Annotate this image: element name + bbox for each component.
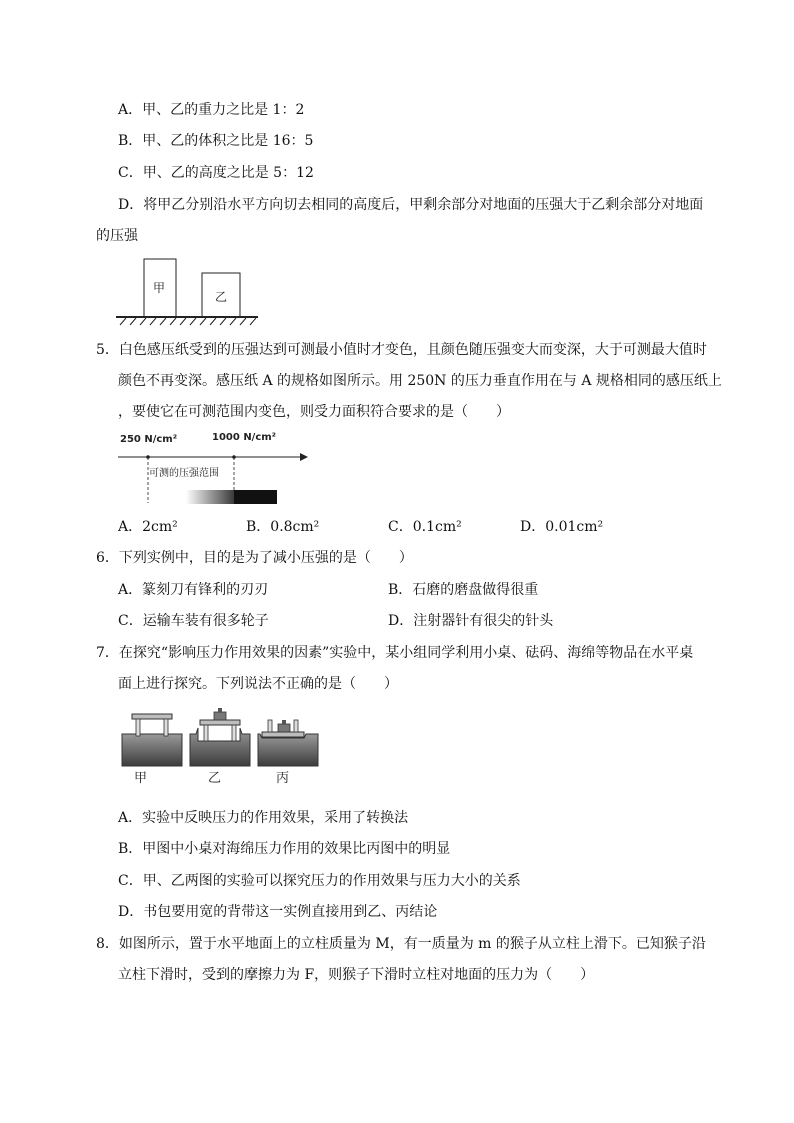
q4-option-b: B．甲、乙的体积之比是 16：5 bbox=[118, 133, 314, 149]
q5-stem-line2: 颜色不再变深。感压纸 A 的规格如图所示。用 250N 的压力垂直作用在与 A 规格相同的感压纸上 bbox=[118, 373, 722, 389]
q5-pressure-range-figure bbox=[112, 425, 312, 510]
q7-option-c: C．甲、乙两图的实验可以探究压力的作用效果与压力大小的关系 bbox=[118, 873, 521, 889]
table-top-jia bbox=[132, 714, 172, 719]
q6-stem: 6．下列实例中，目的是为了减小压强的是（ ） bbox=[96, 550, 413, 566]
q4-blocks-figure bbox=[112, 255, 262, 330]
table-top-yi bbox=[200, 720, 240, 725]
q6-option-a: A．篆刻刀有锋利的刃刃 bbox=[118, 582, 269, 598]
q7-stem-line1: 7．在探究“影响压力作用效果的因素”实验中，某小组同学利用小桌、砝码、海绵等物品在水平桌 bbox=[96, 645, 694, 661]
q7-sponge-experiment-figure bbox=[118, 706, 323, 788]
q6-option-d: D．注射器针有很尖的针头 bbox=[388, 613, 554, 629]
min-pressure-label: 250 N/cm² bbox=[120, 434, 178, 445]
setup-yi bbox=[190, 708, 250, 766]
label-jia: 甲 bbox=[134, 771, 148, 786]
q5-option-d: D．0.01cm² bbox=[520, 519, 604, 535]
setup-jia bbox=[122, 714, 182, 766]
q5-option-b: B．0.8cm² bbox=[246, 519, 320, 535]
q4-option-d-line2: 的压强 bbox=[96, 228, 138, 244]
label-yi: 乙 bbox=[208, 771, 222, 786]
q7-option-a: A．实验中反映压力的作用效果，采用了转换法 bbox=[118, 810, 409, 826]
q5-option-a: A．2cm² bbox=[118, 519, 178, 535]
q4-option-d-line1: D．将甲乙分别沿水平方向切去相同的高度后，甲剩余部分对地面的压强大于乙剩余部分对地面 bbox=[118, 197, 704, 213]
table-top-bing bbox=[262, 732, 304, 737]
q7-stem-line2: 面上进行探究。下列说法不正确的是（ ） bbox=[118, 676, 398, 692]
max-pressure-label: 1000 N/cm² bbox=[212, 432, 277, 443]
sponge-jia bbox=[122, 734, 182, 766]
range-label: 可测的压强范围 bbox=[149, 468, 219, 479]
ground-hatching bbox=[120, 318, 256, 325]
weight-bing bbox=[278, 724, 290, 732]
q5-stem-line1: 5．白色感压纸受到的压强达到可测最小值时才变色，且颜色随压强变大而变深，大于可测最大值时 bbox=[96, 342, 707, 358]
saturated-bar bbox=[234, 490, 277, 504]
gradient-bar bbox=[186, 490, 234, 504]
q7-option-b: B．甲图中小桌对海绵压力作用的效果比丙图中的明显 bbox=[118, 841, 451, 857]
label-bing: 丙 bbox=[276, 771, 290, 786]
q6-option-c: C．运输车装有很多轮子 bbox=[118, 613, 269, 629]
q5-stem-line3: ，要使它在可测范围内变色，则受力面积符合要求的是（ ） bbox=[118, 404, 510, 420]
weight-yi bbox=[214, 712, 226, 720]
block-yi-label: 乙 bbox=[215, 290, 228, 304]
q8-stem-line1: 8．如图所示，置于水平地面上的立柱质量为 M，有一质量为 m 的猴子从立柱上滑下。已知猴子沿 bbox=[96, 936, 706, 952]
q5-option-c: C．0.1cm² bbox=[388, 519, 462, 535]
block-jia-label: 甲 bbox=[153, 281, 166, 295]
axis-arrowhead bbox=[300, 453, 308, 461]
q8-stem-line2: 立柱下滑时，受到的摩擦力为 F，则猴子下滑时立柱对地面的压力为（ ） bbox=[118, 967, 595, 983]
setup-bing bbox=[258, 720, 318, 766]
q7-option-d: D．书包要用宽的背带这一实例直接用到乙、丙结论 bbox=[118, 904, 438, 920]
q4-option-c: C．甲、乙的高度之比是 5：12 bbox=[118, 165, 314, 181]
q4-option-a: A．甲、乙的重力之比是 1：2 bbox=[118, 102, 305, 118]
sponge-yi bbox=[190, 728, 250, 766]
sponge-bing bbox=[258, 734, 318, 766]
q6-option-b: B．石磨的磨盘做得很重 bbox=[388, 582, 539, 598]
